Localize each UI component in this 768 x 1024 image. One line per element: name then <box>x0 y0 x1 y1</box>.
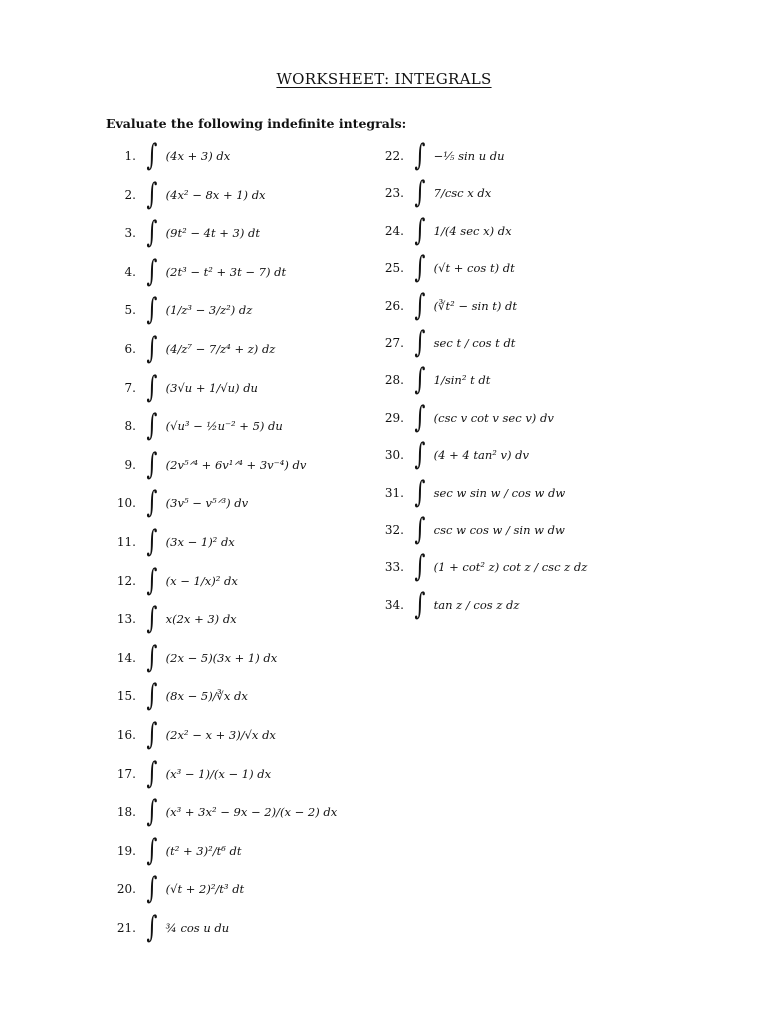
problem-number: 15. <box>116 689 136 704</box>
integral-sign-icon: ∫ <box>414 287 426 323</box>
integral-sign-icon: ∫ <box>146 562 158 598</box>
problem-expression: (4x² − 8x + 1) dx <box>165 187 266 202</box>
problem-expression: (3√u + 1/√u) du <box>165 380 258 395</box>
problem-number: 11. <box>116 535 136 549</box>
problem-number: 7. <box>124 380 136 395</box>
problem-expression: (∛t² − sin t) dt <box>433 298 518 313</box>
problem-item <box>374 251 515 285</box>
problem-number: 30. <box>384 448 404 463</box>
integral-sign-icon: ∫ <box>146 292 158 328</box>
integral-sign-icon: ∫ <box>146 910 158 945</box>
integral-sign-icon: ∫ <box>146 678 158 714</box>
problem-item <box>106 486 248 520</box>
problem-item <box>106 371 258 405</box>
integral-sign-icon: ∫ <box>414 474 426 510</box>
problem-item <box>374 289 517 323</box>
problem-expression: x(2x + 3) dx <box>165 612 237 627</box>
problem-item <box>106 178 266 212</box>
problem-number: 26. <box>384 298 404 313</box>
problem-expression: 1/sin² t dt <box>433 373 491 388</box>
problem-expression: (x − 1/x)² dx <box>165 573 238 588</box>
problem-number: 25. <box>384 261 404 276</box>
problem-item <box>106 641 277 675</box>
problem-number: 27. <box>384 336 404 350</box>
problem-expression: sec t / cos t dt <box>433 336 516 350</box>
integral-sign-icon: ∫ <box>146 446 158 482</box>
problem-expression: ¾ cos u du <box>165 921 230 935</box>
problem-number: 32. <box>384 523 404 537</box>
integral-sign-icon: ∫ <box>146 524 158 559</box>
integral-sign-icon: ∫ <box>414 586 426 622</box>
problem-item <box>106 564 238 598</box>
integral-sign-icon: ∫ <box>414 362 426 398</box>
problem-number: 5. <box>124 303 136 318</box>
problem-expression: (4/z⁷ − 7/z⁴ + z) dz <box>165 342 276 356</box>
integral-sign-icon: ∫ <box>414 250 426 286</box>
problem-expression: (√t + cos t) dt <box>433 261 515 276</box>
problem-number: 16. <box>116 728 136 742</box>
problem-expression: tan z / cos z dz <box>433 597 520 612</box>
problem-item <box>374 513 565 547</box>
integral-sign-icon: ∫ <box>414 175 426 211</box>
problem-number: 23. <box>384 186 404 201</box>
integral-sign-icon: ∫ <box>146 832 158 868</box>
problem-item <box>374 401 554 435</box>
problem-expression: 1/(4 sec x) dx <box>433 223 512 238</box>
problem-expression: csc w cos w / sin w dw <box>433 523 565 537</box>
problem-item <box>106 525 235 559</box>
problem-expression: (9t² − 4t + 3) dt <box>165 226 260 241</box>
problem-item <box>106 293 252 327</box>
integral-sign-icon: ∫ <box>146 871 158 907</box>
problem-expression: (2x − 5)(3x + 1) dx <box>165 650 278 665</box>
problem-item <box>374 588 519 622</box>
problem-item <box>374 326 515 360</box>
integral-sign-icon: ∫ <box>146 369 158 405</box>
problem-number: 4. <box>124 264 136 279</box>
integral-sign-icon: ∫ <box>146 717 158 752</box>
problem-item <box>106 332 275 366</box>
problem-item <box>374 176 491 210</box>
integral-sign-icon: ∫ <box>414 212 426 248</box>
problem-item <box>106 255 286 289</box>
problem-number: 8. <box>124 419 136 434</box>
problem-item <box>106 757 271 791</box>
problem-expression: (t² + 3)²/t⁶ dt <box>165 843 242 858</box>
problem-number: 29. <box>384 410 404 425</box>
problem-number: 17. <box>116 766 136 781</box>
integral-sign-icon: ∫ <box>146 253 158 289</box>
problem-item <box>106 139 230 173</box>
problem-item <box>374 139 505 173</box>
problem-number: 34. <box>384 597 404 612</box>
integral-sign-icon: ∫ <box>146 408 158 444</box>
integral-sign-icon: ∫ <box>414 138 426 173</box>
problem-item <box>106 602 237 636</box>
problem-expression: (√u³ − ½u⁻² + 5) du <box>165 419 283 434</box>
integral-sign-icon: ∫ <box>146 176 158 212</box>
problem-expression: (2v⁵ᐟ⁴ + 6v¹ᐟ⁴ + 3v⁻⁴) dv <box>165 457 307 472</box>
problem-number: 28. <box>384 373 404 388</box>
integral-sign-icon: ∫ <box>146 794 158 830</box>
problem-number: 1. <box>124 149 136 163</box>
problem-number: 10. <box>116 496 136 511</box>
problem-number: 13. <box>116 612 136 627</box>
problem-item <box>106 216 260 250</box>
integral-sign-icon: ∫ <box>414 399 426 435</box>
problem-expression: (x³ − 1)/(x − 1) dx <box>165 766 272 781</box>
integral-sign-icon: ∫ <box>414 512 426 547</box>
problem-expression: 7/csc x dx <box>433 186 492 201</box>
problem-expression: −⅕ sin u du <box>433 149 505 163</box>
integral-sign-icon: ∫ <box>146 639 158 675</box>
integral-sign-icon: ∫ <box>146 485 158 521</box>
integral-sign-icon: ∫ <box>146 215 158 251</box>
problem-number: 19. <box>116 843 136 858</box>
problem-item <box>106 795 337 829</box>
problem-number: 21. <box>116 921 136 935</box>
problem-number: 2. <box>124 187 136 202</box>
problem-item <box>374 214 512 248</box>
problem-item <box>106 679 248 713</box>
problem-number: 31. <box>384 485 404 500</box>
problem-number: 33. <box>384 560 404 575</box>
problem-expression: (2x² − x + 3)/√x dx <box>165 728 276 742</box>
integral-sign-icon: ∫ <box>146 755 158 791</box>
problem-number: 24. <box>384 223 404 238</box>
problem-number: 3. <box>124 226 136 241</box>
problem-number: 20. <box>116 882 136 897</box>
problem-number: 14. <box>116 650 136 665</box>
problem-expression: (csc v cot v sec v) dv <box>433 410 554 425</box>
problem-expression: (1 + cot² z) cot z / csc z dz <box>433 560 588 575</box>
problem-item <box>374 476 565 510</box>
problem-expression: (4 + 4 tan² v) dv <box>433 448 530 463</box>
problem-number: 12. <box>116 573 136 588</box>
problem-number: 6. <box>124 342 136 356</box>
problem-item <box>106 409 283 443</box>
worksheet-title: WORKSHEET: INTEGRALS <box>276 70 492 88</box>
problem-expression: (x³ + 3x² − 9x − 2)/(x − 2) dx <box>165 805 338 820</box>
integral-sign-icon: ∫ <box>146 138 158 173</box>
problem-item <box>106 834 241 868</box>
problem-item <box>106 718 276 752</box>
problem-expression: (3x − 1)² dx <box>165 535 235 549</box>
integral-sign-icon: ∫ <box>414 437 426 473</box>
problem-expression: (4x + 3) dx <box>165 149 231 163</box>
problem-number: 18. <box>116 805 136 820</box>
instructions: Evaluate the following indefinite integrals: <box>106 116 407 131</box>
problem-expression: (√t + 2)²/t³ dt <box>165 882 245 897</box>
problem-item <box>374 363 490 397</box>
problem-expression: (3v⁵ − v⁵ᐟ³) dv <box>165 496 249 511</box>
problem-item <box>106 448 306 482</box>
problem-item <box>106 911 229 945</box>
problem-number: 9. <box>124 457 136 472</box>
problem-number: 22. <box>384 149 404 163</box>
integral-sign-icon: ∫ <box>414 325 426 360</box>
integral-sign-icon: ∫ <box>146 601 158 637</box>
problem-item <box>374 438 529 472</box>
integral-sign-icon: ∫ <box>146 331 158 366</box>
integral-sign-icon: ∫ <box>414 549 426 585</box>
problem-expression: (2t³ − t² + 3t − 7) dt <box>165 264 287 279</box>
problem-expression: (1/z³ − 3/z²) dz <box>165 303 253 318</box>
problem-expression: (8x − 5)/∛x dx <box>165 689 248 704</box>
problem-item <box>106 872 244 906</box>
problem-item <box>374 550 587 584</box>
problem-expression: sec w sin w / cos w dw <box>433 485 566 500</box>
